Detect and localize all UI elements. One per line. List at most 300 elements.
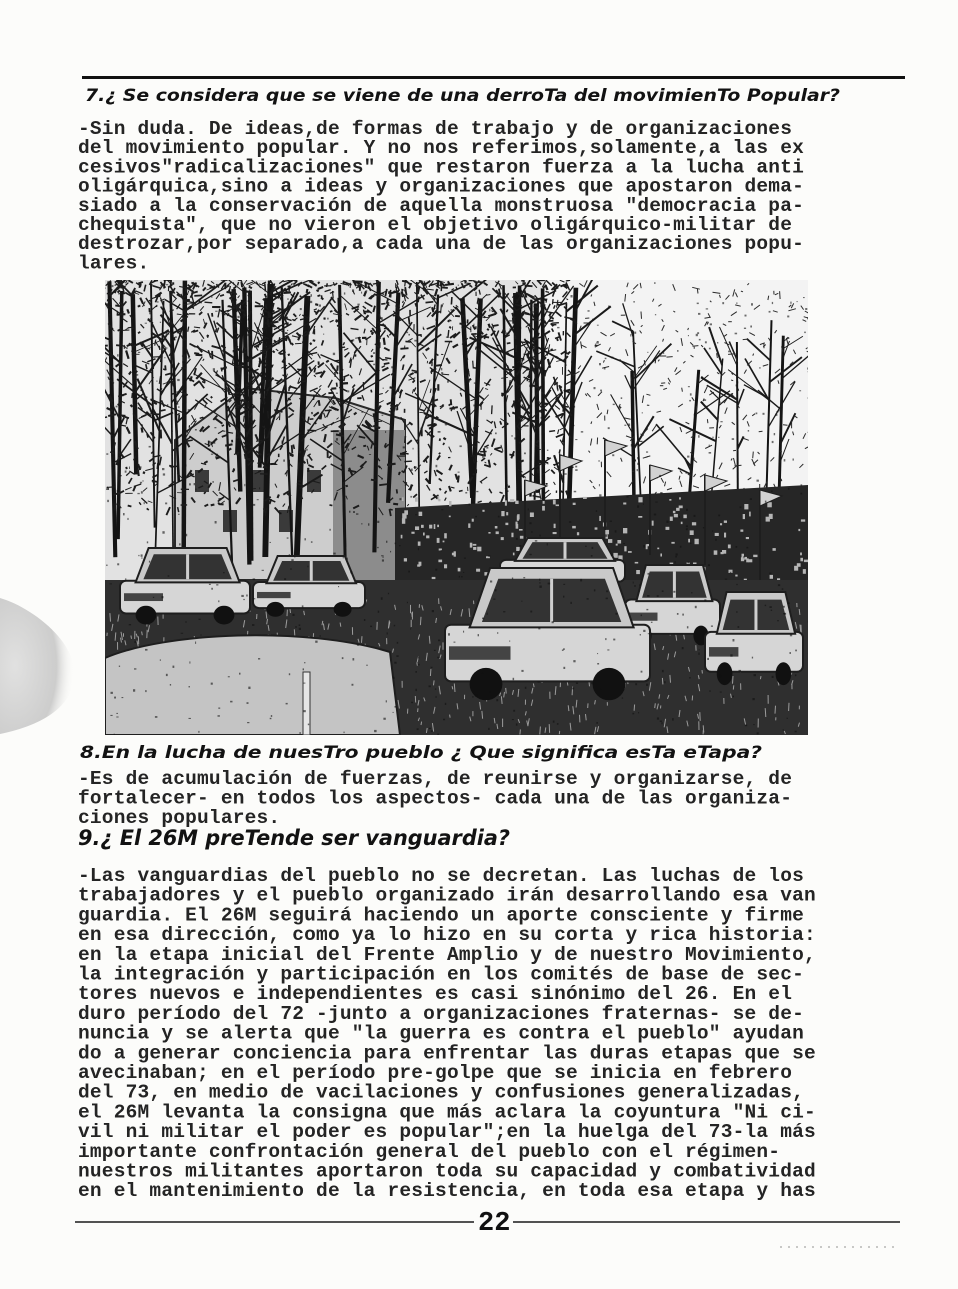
photo-grain <box>512 578 513 580</box>
crowd-figure <box>728 545 731 549</box>
photo-grain <box>769 311 771 313</box>
grass-mark <box>362 636 363 643</box>
photo-grain <box>647 595 649 597</box>
photo-grain <box>182 361 184 363</box>
photo-grain <box>571 295 573 298</box>
grass-mark <box>131 636 132 639</box>
grass-mark <box>760 676 761 679</box>
photo-grain <box>140 482 142 484</box>
photo-grain <box>377 547 379 548</box>
tree-foliage <box>146 364 147 369</box>
photo-grain <box>519 327 521 329</box>
tree-foliage <box>467 357 468 360</box>
tree-foliage <box>132 393 133 398</box>
crowd-figure <box>510 499 514 502</box>
photo-grain <box>437 311 438 313</box>
photo-grain <box>635 683 637 685</box>
photo-grain <box>223 572 225 573</box>
tree-foliage <box>249 316 250 321</box>
tree-foliage <box>549 431 555 432</box>
photo-grain <box>166 333 168 335</box>
photo-grain <box>712 531 713 532</box>
photo-grain <box>110 715 112 716</box>
photo-grain <box>441 372 443 374</box>
photo-grain <box>149 561 150 563</box>
photo-grain <box>611 554 613 556</box>
tree-foliage <box>780 291 781 299</box>
photo-grain <box>804 332 806 334</box>
photo-grain <box>677 350 678 352</box>
photo-grain <box>215 521 217 524</box>
photo-grain <box>414 340 417 342</box>
tree-foliage <box>190 376 191 381</box>
photo-grain <box>732 696 734 698</box>
grass-mark <box>733 676 734 684</box>
photo-grain <box>120 390 121 392</box>
photo-grain <box>612 454 614 456</box>
crowd-figure <box>599 516 601 521</box>
crowd-figure <box>652 521 654 526</box>
photo-grain <box>418 656 420 658</box>
answer-7-line: cesivos"radicalizaciones" que restaron fuerza a la lucha anti <box>78 156 805 179</box>
answer-9-line: vil ni militar el poder es popular";en la huelga del 73-la más <box>78 1121 816 1144</box>
photo-grain <box>223 431 225 433</box>
photo-grain <box>529 522 531 524</box>
photo-grain <box>160 322 161 323</box>
tree-foliage <box>344 377 345 381</box>
photo-grain <box>144 502 145 504</box>
crowd-figure <box>553 500 556 505</box>
tree-foliage <box>115 305 119 306</box>
photo-grain <box>730 654 732 656</box>
tree-foliage <box>374 413 376 421</box>
photo-grain <box>756 413 758 415</box>
tree-foliage <box>476 347 477 350</box>
photo-grain <box>417 728 419 730</box>
tree-foliage <box>401 290 403 291</box>
photo-grain <box>441 550 442 552</box>
photo-grain <box>264 363 267 364</box>
photo-grain <box>259 487 260 489</box>
car-grille <box>709 647 738 657</box>
tree-foliage <box>266 364 267 366</box>
photo-grain <box>687 626 689 628</box>
photo-grain <box>690 393 692 395</box>
photo-grain <box>513 678 515 680</box>
photo-grain <box>216 584 218 585</box>
photo-grain <box>709 348 711 350</box>
photo-grain <box>388 593 389 595</box>
tree-foliage <box>360 286 361 291</box>
photo-grain <box>655 502 657 503</box>
photo-grain <box>664 681 666 683</box>
photo-grain <box>247 334 248 337</box>
photo-grain <box>662 670 664 672</box>
photo-grain <box>137 493 139 494</box>
photo-grain <box>381 555 384 556</box>
answer-9-line: trabajadores y el pueblo organizado irán desarrollando esa van <box>78 884 816 907</box>
crowd-figure <box>556 505 560 507</box>
photo-grain <box>680 546 682 548</box>
photo-grain <box>514 437 516 439</box>
tree-foliage <box>171 466 178 467</box>
tree-foliage <box>682 388 683 392</box>
photo-grain <box>257 499 259 500</box>
crowd-figure <box>573 503 576 505</box>
photo-grain <box>790 302 791 304</box>
photo-grain <box>497 632 498 633</box>
tree-foliage <box>421 281 422 284</box>
photo-grain <box>707 322 709 323</box>
photo-grain <box>150 318 151 320</box>
photo-grain <box>686 472 688 474</box>
tree-foliage <box>115 504 116 506</box>
photo-grain <box>771 610 772 611</box>
tree-foliage <box>363 446 366 447</box>
tree-foliage <box>667 357 673 358</box>
photo-grain <box>349 511 351 513</box>
photo-grain <box>398 472 400 474</box>
photo-grain <box>564 391 567 392</box>
photo-grain <box>415 689 417 691</box>
answer-9-line: el 26M levanta la consigna que más aclara la coyuntura "Ni ci- <box>78 1101 816 1124</box>
photo-grain <box>605 638 606 640</box>
crowd-figure <box>674 514 678 517</box>
photo-grain <box>622 697 623 698</box>
photo-grain <box>682 614 684 616</box>
crowd-figure <box>443 541 445 543</box>
photo-grain <box>382 557 384 558</box>
photo-grain <box>329 529 330 531</box>
tree-foliage <box>334 360 339 361</box>
photo-grain <box>626 496 628 498</box>
photo-grain <box>458 285 459 286</box>
tree-foliage <box>270 313 271 318</box>
photo-grain <box>212 446 213 448</box>
photo-grain <box>189 718 191 719</box>
crowd-figure <box>720 523 722 525</box>
crowd-figure <box>452 553 455 556</box>
answer-9-line: la integración y participación en los comités de base de sec- <box>78 963 805 986</box>
photo-grain <box>571 382 574 383</box>
photo-grain <box>179 543 181 545</box>
photo-grain <box>259 392 261 394</box>
photo-grain <box>539 586 541 588</box>
photo-grain <box>788 603 790 604</box>
grass-mark <box>533 684 534 688</box>
answer-9-line: do a generar conciencia para enfrentar las duras etapas que se <box>78 1042 816 1065</box>
photo-grain <box>344 732 345 734</box>
photo-grain <box>247 702 249 704</box>
photo-grain <box>606 535 608 537</box>
photo-grain <box>493 599 495 600</box>
photo-grain <box>247 440 248 442</box>
photo-grain <box>129 467 130 470</box>
photo-grain <box>150 413 151 415</box>
photo-grain <box>308 724 309 726</box>
crowd-figure <box>623 528 627 533</box>
crowd-figure <box>679 497 681 499</box>
photo-grain <box>498 516 500 518</box>
question-8-heading: 8.En la lucha de nuesTro pueblo ¿ Que significa esTa eTapa? <box>80 743 763 763</box>
photo-grain <box>750 498 752 500</box>
crowd-figure <box>477 547 481 552</box>
crowd-figure <box>605 530 609 534</box>
tree-foliage <box>403 365 404 371</box>
photo-grain <box>594 387 596 389</box>
photo-grain <box>366 665 367 666</box>
photo-grain <box>241 595 244 597</box>
tree-foliage <box>151 357 160 358</box>
crowd-figure <box>419 562 422 566</box>
photo-grain <box>772 676 774 678</box>
photo-grain <box>690 543 692 544</box>
photo-grain <box>599 494 601 496</box>
grass-mark <box>634 705 635 711</box>
grass-mark <box>506 688 507 694</box>
photo-grain <box>555 382 557 383</box>
photo-grain <box>621 397 623 399</box>
tree-foliage <box>402 291 403 297</box>
photo-grain <box>178 514 179 515</box>
tree-foliage <box>131 405 133 407</box>
tree-foliage <box>389 411 391 412</box>
photo-grain <box>352 684 354 686</box>
photo-grain <box>451 309 453 311</box>
answer-7-line: lares. <box>78 252 150 275</box>
photo-grain <box>107 500 109 502</box>
photo-grain <box>397 340 399 341</box>
tree-foliage <box>487 329 489 330</box>
tree-foliage <box>302 381 307 382</box>
photo-grain <box>247 722 249 723</box>
crowd-figure <box>794 566 798 571</box>
tree-foliage <box>372 332 373 335</box>
crowd-figure <box>740 530 743 532</box>
photo-grain <box>606 598 608 600</box>
tree-foliage <box>473 361 474 369</box>
car-wheel <box>470 668 503 700</box>
photo-grain <box>387 632 388 634</box>
photo-grain <box>751 303 753 305</box>
photo-grain <box>524 453 526 455</box>
tree-foliage <box>363 382 364 390</box>
photo-grain <box>701 376 703 378</box>
photo-grain <box>155 716 158 718</box>
photo-grain <box>654 514 656 516</box>
photo-grain <box>464 558 466 559</box>
photo-grain <box>138 555 139 556</box>
tree-foliage <box>451 297 452 305</box>
tree-foliage <box>371 480 377 481</box>
photo-grain <box>588 310 590 312</box>
photo-grain <box>776 411 778 412</box>
photo-grain <box>436 465 438 468</box>
photo-grain <box>300 732 301 734</box>
photo-grain <box>162 596 164 598</box>
photo-grain <box>453 409 455 410</box>
photo-grain <box>139 305 141 307</box>
crowd-figure <box>572 526 576 529</box>
photo-grain <box>478 634 479 636</box>
photo-grain <box>306 449 308 451</box>
photo-grain <box>795 650 797 652</box>
photo-grain <box>390 551 391 553</box>
photo-grain <box>258 658 260 659</box>
crowd-figure <box>421 525 424 528</box>
photo-grain <box>408 334 410 336</box>
photo-grain <box>640 634 641 636</box>
photo-grain <box>575 439 577 440</box>
photo-grain <box>443 719 445 721</box>
photo-grain <box>719 402 721 403</box>
photo-grain <box>287 330 288 331</box>
photo-grain <box>753 724 755 725</box>
photo-grain <box>516 723 518 725</box>
tree-foliage <box>440 438 441 441</box>
tree-foliage <box>315 304 318 305</box>
photo-grain <box>319 305 321 307</box>
photo-grain <box>525 687 527 689</box>
photo-grain <box>117 563 119 565</box>
photo-content <box>70 260 814 735</box>
photo-grain <box>661 722 662 724</box>
photo-grain <box>348 449 350 451</box>
photo-grain <box>347 558 348 560</box>
photo-grain <box>295 626 296 628</box>
crowd-figure <box>608 539 612 543</box>
tree-foliage <box>456 287 457 291</box>
photo-grain <box>777 620 779 621</box>
photo-grain <box>381 478 382 480</box>
car-wheel <box>214 606 235 625</box>
crowd-figure <box>449 516 451 518</box>
photo-grain <box>605 358 607 360</box>
photo-grain <box>763 413 765 415</box>
crowd-figure <box>482 510 484 512</box>
photo-grain <box>127 518 128 520</box>
answer-9-line: duro período del 72 -junto a organizaciones fraternas- se de- <box>78 1002 805 1025</box>
photo-grain <box>597 325 599 326</box>
photo-grain <box>641 615 642 617</box>
tree-foliage <box>313 340 316 341</box>
crowd-figure <box>476 569 480 572</box>
photo-grain <box>385 431 386 433</box>
answer-7-line: del movimiento popular. Y no nos referimos,solamente,a las ex <box>78 137 805 160</box>
tree-foliage <box>225 444 232 445</box>
photo-grain <box>361 282 362 284</box>
crowd-figure <box>635 562 639 564</box>
photo-grain <box>474 382 476 383</box>
photo-grain <box>445 703 447 705</box>
photo-grain <box>238 427 240 428</box>
photo-grain <box>117 354 119 356</box>
tree-foliage <box>544 299 546 301</box>
photo-grain <box>580 579 582 582</box>
photo-grain <box>451 341 452 342</box>
photo-grain <box>431 667 433 668</box>
photo-grain <box>660 721 662 722</box>
photo-grain <box>750 326 752 328</box>
answer-7-line: chequista", que no vieron el objetivo oligárquico-militar de <box>78 214 793 236</box>
photo-grain <box>173 666 175 668</box>
photo-grain <box>787 316 789 318</box>
photo-grain <box>799 390 801 391</box>
photo-grain <box>120 475 121 476</box>
photo-grain <box>395 706 397 708</box>
crowd-figure <box>616 544 618 546</box>
tree-foliage <box>144 472 145 474</box>
tree-foliage <box>121 330 129 331</box>
photo-grain <box>182 356 183 357</box>
photo-grain <box>784 459 786 461</box>
photo-grain <box>361 411 363 413</box>
photo-grain <box>689 677 691 678</box>
photo-grain <box>733 639 735 642</box>
photo-grain <box>133 689 135 692</box>
tree-foliage <box>167 381 173 382</box>
crowd-figure <box>505 500 507 505</box>
photo-grain <box>342 657 344 659</box>
photo-grain <box>542 297 544 299</box>
photo-grain <box>383 388 384 389</box>
photo-grain <box>752 657 753 659</box>
photo-grain <box>722 302 724 304</box>
photo-grain <box>270 718 272 719</box>
photo-grain <box>184 464 186 466</box>
photo-grain <box>382 559 384 561</box>
photo-grain <box>547 543 548 545</box>
answer-7-line: oligárquica,sino a ideas y organizaciones que apostaron dema- <box>78 175 805 198</box>
crowd-figure <box>515 501 518 504</box>
photo-grain <box>745 315 747 317</box>
tree-foliage <box>218 503 219 505</box>
tree-foliage <box>416 440 420 441</box>
photo-grain <box>368 523 369 525</box>
photo-grain <box>790 652 791 654</box>
tree-foliage <box>475 457 476 462</box>
tree-foliage <box>119 303 122 304</box>
photo-grain <box>490 691 491 692</box>
photo-grain <box>147 541 148 543</box>
photo-grain <box>591 682 594 684</box>
answer-9-line: avecinaban; en el período pre-golpe que se inicia en febrero <box>78 1062 793 1084</box>
photo <box>70 260 814 735</box>
tree-foliage <box>379 484 387 485</box>
photo-grain <box>350 571 352 573</box>
photo-grain <box>581 431 583 433</box>
photo-grain <box>403 446 405 448</box>
tree-foliage <box>498 293 499 298</box>
photo-grain <box>647 352 648 353</box>
photo-grain <box>516 538 518 540</box>
tree-foliage <box>458 476 459 483</box>
photo-grain <box>246 595 248 597</box>
tree-foliage <box>435 365 442 366</box>
tree-foliage <box>210 287 214 288</box>
crowd-figure <box>583 497 587 499</box>
photo-grain <box>539 579 540 581</box>
tree-foliage <box>463 286 465 288</box>
photo-grain <box>738 626 740 628</box>
crowd-figure <box>516 547 520 551</box>
photo-grain <box>393 677 395 679</box>
photo-grain <box>606 590 608 592</box>
photo-grain <box>662 590 664 592</box>
photo-grain <box>748 430 749 432</box>
tree-foliage <box>371 390 372 393</box>
photo-grain <box>633 301 634 303</box>
